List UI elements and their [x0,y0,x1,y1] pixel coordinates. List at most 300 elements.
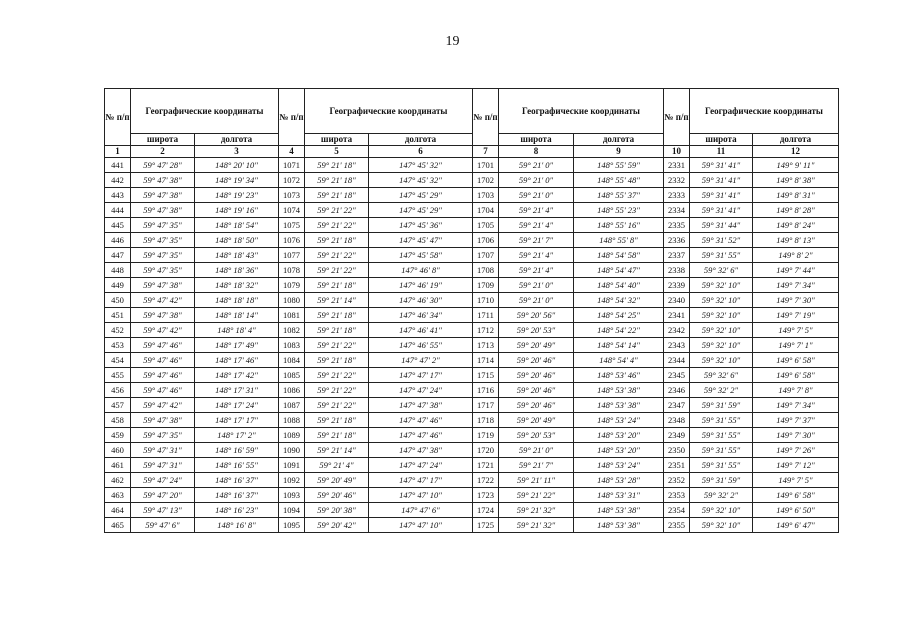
longitude-cell: 147° 45' 29" [369,203,473,218]
latitude-cell: 59° 21' 18" [305,158,369,173]
point-number-cell: 2342 [664,323,690,338]
longitude-cell: 147° 46' 8" [369,263,473,278]
longitude-cell: 148° 53' 24" [574,458,664,473]
table-row [105,188,839,203]
table-row [105,338,839,353]
point-number-cell: 461 [105,458,131,473]
latitude-cell: 59° 31' 41" [690,188,753,203]
longitude-cell: 147° 45' 32" [369,158,473,173]
longitude-cell: 148° 53' 24" [574,413,664,428]
longitude-cell: 148° 16' 8" [195,518,279,533]
longitude-cell: 148° 17' 24" [195,398,279,413]
latitude-cell: 59° 31' 55" [690,443,753,458]
latitude-cell: 59° 31' 41" [690,158,753,173]
point-number-cell: 1080 [279,293,305,308]
longitude-cell: 148° 18' 50" [195,233,279,248]
latitude-cell: 59° 32' 10" [690,278,753,293]
lat-header: широта [305,134,369,146]
latitude-cell: 59° 31' 52" [690,233,753,248]
longitude-cell: 148° 54' 47" [574,263,664,278]
point-number-cell: 1078 [279,263,305,278]
point-number-cell: 1091 [279,458,305,473]
longitude-cell: 147° 47' 17" [369,368,473,383]
latitude-cell: 59° 47' 46" [131,368,195,383]
longitude-cell: 148° 18' 18" [195,293,279,308]
longitude-cell: 148° 54' 40" [574,278,664,293]
table-row [105,488,839,503]
longitude-cell: 148° 19' 23" [195,188,279,203]
latitude-cell: 59° 21' 18" [305,278,369,293]
latitude-cell: 59° 21' 18" [305,173,369,188]
point-number-cell: 1077 [279,248,305,263]
latitude-cell: 59° 47' 38" [131,188,195,203]
num-header: № п/п [473,89,499,146]
latitude-cell: 59° 32' 6" [690,263,753,278]
header-row-sub [105,134,839,146]
latitude-cell: 59° 20' 46" [499,353,574,368]
longitude-cell: 148° 17' 31" [195,383,279,398]
latitude-cell: 59° 20' 46" [305,488,369,503]
longitude-cell: 148° 16' 23" [195,503,279,518]
longitude-cell: 147° 45' 32" [369,173,473,188]
latitude-cell: 59° 47' 42" [131,398,195,413]
point-number-cell: 1722 [473,473,499,488]
lon-header: долгота [195,134,279,146]
longitude-cell: 149° 6' 47" [753,518,839,533]
longitude-cell: 149° 7' 1" [753,338,839,353]
latitude-cell: 59° 21' 4" [499,218,574,233]
longitude-cell: 147° 45' 58" [369,248,473,263]
longitude-cell: 147° 47' 46" [369,428,473,443]
latitude-cell: 59° 21' 18" [305,233,369,248]
latitude-cell: 59° 47' 31" [131,443,195,458]
latitude-cell: 59° 47' 46" [131,353,195,368]
longitude-cell: 149° 7' 37" [753,413,839,428]
point-number-cell: 1071 [279,158,305,173]
latitude-cell: 59° 20' 49" [499,413,574,428]
longitude-cell: 148° 18' 14" [195,308,279,323]
longitude-cell: 147° 47' 2" [369,353,473,368]
latitude-cell: 59° 32' 10" [690,503,753,518]
latitude-cell: 59° 31' 41" [690,173,753,188]
latitude-cell: 59° 21' 22" [305,398,369,413]
latitude-cell: 59° 32' 2" [690,383,753,398]
latitude-cell: 59° 20' 38" [305,503,369,518]
longitude-cell: 148° 18' 43" [195,248,279,263]
longitude-cell: 147° 47' 6" [369,503,473,518]
latitude-cell: 59° 32' 10" [690,323,753,338]
longitude-cell: 148° 54' 4" [574,353,664,368]
latitude-cell: 59° 47' 35" [131,248,195,263]
table-row [105,413,839,428]
latitude-cell: 59° 47' 31" [131,458,195,473]
latitude-cell: 59° 21' 18" [305,353,369,368]
point-number-cell: 451 [105,308,131,323]
longitude-cell: 148° 18' 36" [195,263,279,278]
point-number-cell: 1712 [473,323,499,338]
point-number-cell: 2346 [664,383,690,398]
longitude-cell: 147° 47' 46" [369,413,473,428]
point-number-cell: 456 [105,383,131,398]
point-number-cell: 2331 [664,158,690,173]
longitude-cell: 149° 7' 34" [753,278,839,293]
page-number: 19 [445,34,460,49]
point-number-cell: 442 [105,173,131,188]
table-row [105,278,839,293]
point-number-cell: 1076 [279,233,305,248]
latitude-cell: 59° 47' 38" [131,308,195,323]
latitude-cell: 59° 21' 22" [305,383,369,398]
latitude-cell: 59° 20' 42" [305,518,369,533]
latitude-cell: 59° 21' 0" [499,443,574,458]
latitude-cell: 59° 21' 18" [305,428,369,443]
point-number-cell: 2353 [664,488,690,503]
lon-header: долгота [369,134,473,146]
longitude-cell: 147° 46' 34" [369,308,473,323]
longitude-cell: 148° 54' 25" [574,308,664,323]
latitude-cell: 59° 47' 35" [131,218,195,233]
column-number-row [105,146,839,158]
latitude-cell: 59° 31' 55" [690,413,753,428]
longitude-cell: 148° 54' 32" [574,293,664,308]
longitude-cell: 148° 19' 34" [195,173,279,188]
longitude-cell: 147° 47' 17" [369,473,473,488]
longitude-cell: 147° 45' 29" [369,188,473,203]
latitude-cell: 59° 47' 42" [131,323,195,338]
point-number-cell: 1073 [279,188,305,203]
point-number-cell: 1703 [473,188,499,203]
longitude-cell: 147° 47' 10" [369,518,473,533]
table-row [105,218,839,233]
latitude-cell: 59° 47' 35" [131,233,195,248]
latitude-cell: 59° 21' 0" [499,188,574,203]
point-number-cell: 1087 [279,398,305,413]
latitude-cell: 59° 21' 22" [499,488,574,503]
point-number-cell: 1718 [473,413,499,428]
point-number-cell: 1704 [473,203,499,218]
point-number-cell: 1095 [279,518,305,533]
latitude-cell: 59° 21' 0" [499,158,574,173]
longitude-cell: 148° 53' 38" [574,383,664,398]
point-number-cell: 1713 [473,338,499,353]
table-row [105,518,839,533]
point-number-cell: 459 [105,428,131,443]
lat-header: широта [690,134,753,146]
longitude-cell: 148° 53' 20" [574,443,664,458]
point-number-cell: 1094 [279,503,305,518]
num-header: № п/п [105,89,131,146]
latitude-cell: 59° 20' 53" [499,323,574,338]
point-number-cell: 2349 [664,428,690,443]
point-number-cell: 1081 [279,308,305,323]
point-number-cell: 447 [105,248,131,263]
table-row [105,428,839,443]
longitude-cell: 148° 55' 37" [574,188,664,203]
point-number-cell: 465 [105,518,131,533]
latitude-cell: 59° 21' 22" [305,263,369,278]
longitude-cell: 149° 8' 2" [753,248,839,263]
longitude-cell: 149° 7' 44" [753,263,839,278]
point-number-cell: 2340 [664,293,690,308]
latitude-cell: 59° 32' 10" [690,338,753,353]
longitude-cell: 149° 6' 58" [753,488,839,503]
longitude-cell: 148° 17' 42" [195,368,279,383]
longitude-cell: 148° 17' 46" [195,353,279,368]
latitude-cell: 59° 21' 14" [305,293,369,308]
longitude-cell: 147° 46' 19" [369,278,473,293]
longitude-cell: 148° 53' 38" [574,398,664,413]
latitude-cell: 59° 20' 46" [499,368,574,383]
latitude-cell: 59° 21' 11" [499,473,574,488]
longitude-cell: 149° 6' 58" [753,353,839,368]
latitude-cell: 59° 31' 41" [690,203,753,218]
point-number-cell: 455 [105,368,131,383]
longitude-cell: 148° 55' 48" [574,173,664,188]
latitude-cell: 59° 47' 24" [131,473,195,488]
col-number: 12 [753,146,839,158]
longitude-cell: 147° 47' 10" [369,488,473,503]
longitude-cell: 148° 16' 59" [195,443,279,458]
point-number-cell: 1714 [473,353,499,368]
latitude-cell: 59° 21' 18" [305,308,369,323]
point-number-cell: 2336 [664,233,690,248]
longitude-cell: 147° 45' 47" [369,233,473,248]
table-row [105,383,839,398]
point-number-cell: 458 [105,413,131,428]
longitude-cell: 149° 7' 19" [753,308,839,323]
point-number-cell: 1074 [279,203,305,218]
latitude-cell: 59° 47' 46" [131,338,195,353]
table-row [105,203,839,218]
point-number-cell: 2333 [664,188,690,203]
table-row [105,353,839,368]
point-number-cell: 2352 [664,473,690,488]
longitude-cell: 149° 7' 12" [753,458,839,473]
latitude-cell: 59° 47' 38" [131,203,195,218]
longitude-cell: 148° 54' 22" [574,323,664,338]
latitude-cell: 59° 32' 6" [690,368,753,383]
latitude-cell: 59° 31' 59" [690,473,753,488]
col-number: 9 [574,146,664,158]
lon-header: долгота [574,134,664,146]
table-row [105,263,839,278]
table-row [105,458,839,473]
longitude-cell: 147° 46' 55" [369,338,473,353]
latitude-cell: 59° 21' 22" [305,203,369,218]
longitude-cell: 149° 7' 30" [753,293,839,308]
point-number-cell: 1082 [279,323,305,338]
col-number: 2 [131,146,195,158]
point-number-cell: 1088 [279,413,305,428]
latitude-cell: 59° 21' 22" [305,368,369,383]
point-number-cell: 1092 [279,473,305,488]
point-number-cell: 448 [105,263,131,278]
point-number-cell: 452 [105,323,131,338]
point-number-cell: 1706 [473,233,499,248]
point-number-cell: 2354 [664,503,690,518]
table-row [105,158,839,173]
lat-header: широта [131,134,195,146]
latitude-cell: 59° 20' 53" [499,428,574,443]
longitude-cell: 149° 8' 13" [753,233,839,248]
col-number: 5 [305,146,369,158]
latitude-cell: 59° 21' 4" [499,248,574,263]
point-number-cell: 1719 [473,428,499,443]
latitude-cell: 59° 47' 42" [131,293,195,308]
longitude-cell: 148° 55' 8" [574,233,664,248]
longitude-cell: 149° 7' 8" [753,383,839,398]
longitude-cell: 148° 18' 54" [195,218,279,233]
point-number-cell: 460 [105,443,131,458]
latitude-cell: 59° 21' 22" [305,248,369,263]
longitude-cell: 148° 54' 58" [574,248,664,263]
latitude-cell: 59° 31' 55" [690,428,753,443]
latitude-cell: 59° 32' 10" [690,518,753,533]
latitude-cell: 59° 47' 38" [131,173,195,188]
longitude-cell: 149° 8' 38" [753,173,839,188]
longitude-cell: 149° 7' 26" [753,443,839,458]
table-body [105,158,839,533]
latitude-cell: 59° 20' 56" [499,308,574,323]
point-number-cell: 1711 [473,308,499,323]
longitude-cell: 147° 47' 38" [369,443,473,458]
point-number-cell: 1090 [279,443,305,458]
latitude-cell: 59° 21' 14" [305,443,369,458]
point-number-cell: 1716 [473,383,499,398]
longitude-cell: 148° 54' 14" [574,338,664,353]
longitude-cell: 148° 55' 16" [574,218,664,233]
point-number-cell: 1072 [279,173,305,188]
latitude-cell: 59° 21' 22" [305,338,369,353]
point-number-cell: 2355 [664,518,690,533]
table-row [105,293,839,308]
longitude-cell: 149° 8' 24" [753,218,839,233]
latitude-cell: 59° 32' 2" [690,488,753,503]
point-number-cell: 444 [105,203,131,218]
latitude-cell: 59° 31' 55" [690,458,753,473]
longitude-cell: 147° 47' 24" [369,383,473,398]
point-number-cell: 1723 [473,488,499,503]
latitude-cell: 59° 47' 35" [131,263,195,278]
latitude-cell: 59° 31' 59" [690,398,753,413]
point-number-cell: 1710 [473,293,499,308]
latitude-cell: 59° 21' 18" [305,188,369,203]
point-number-cell: 1708 [473,263,499,278]
latitude-cell: 59° 21' 7" [499,458,574,473]
longitude-cell: 148° 17' 49" [195,338,279,353]
latitude-cell: 59° 21' 0" [499,278,574,293]
longitude-cell: 148° 53' 38" [574,518,664,533]
longitude-cell: 148° 55' 23" [574,203,664,218]
longitude-cell: 149° 7' 34" [753,398,839,413]
latitude-cell: 59° 20' 49" [305,473,369,488]
point-number-cell: 2343 [664,338,690,353]
longitude-cell: 148° 53' 31" [574,488,664,503]
latitude-cell: 59° 21' 0" [499,173,574,188]
latitude-cell: 59° 21' 4" [499,263,574,278]
longitude-cell: 149° 7' 30" [753,428,839,443]
point-number-cell: 1093 [279,488,305,503]
point-number-cell: 1701 [473,158,499,173]
latitude-cell: 59° 21' 7" [499,233,574,248]
point-number-cell: 1720 [473,443,499,458]
col-number: 3 [195,146,279,158]
col-number: 7 [473,146,499,158]
latitude-cell: 59° 47' 6" [131,518,195,533]
longitude-cell: 149° 8' 28" [753,203,839,218]
longitude-cell: 147° 46' 30" [369,293,473,308]
point-number-cell: 462 [105,473,131,488]
col-number: 8 [499,146,574,158]
point-number-cell: 2335 [664,218,690,233]
point-number-cell: 2348 [664,413,690,428]
latitude-cell: 59° 21' 22" [305,218,369,233]
longitude-cell: 149° 7' 5" [753,473,839,488]
point-number-cell: 1084 [279,353,305,368]
table-row [105,368,839,383]
point-number-cell: 2334 [664,203,690,218]
longitude-cell: 148° 55' 59" [574,158,664,173]
table-row [105,443,839,458]
point-number-cell: 463 [105,488,131,503]
latitude-cell: 59° 47' 13" [131,503,195,518]
longitude-cell: 148° 16' 37" [195,488,279,503]
point-number-cell: 2338 [664,263,690,278]
latitude-cell: 59° 20' 46" [499,383,574,398]
point-number-cell: 1083 [279,338,305,353]
table-row [105,398,839,413]
point-number-cell: 1725 [473,518,499,533]
point-number-cell: 446 [105,233,131,248]
latitude-cell: 59° 31' 55" [690,248,753,263]
point-number-cell: 1721 [473,458,499,473]
point-number-cell: 441 [105,158,131,173]
latitude-cell: 59° 47' 20" [131,488,195,503]
point-number-cell: 2341 [664,308,690,323]
point-number-cell: 445 [105,218,131,233]
table-row [105,323,839,338]
longitude-cell: 148° 53' 46" [574,368,664,383]
latitude-cell: 59° 32' 10" [690,308,753,323]
point-number-cell: 443 [105,188,131,203]
latitude-cell: 59° 21' 32" [499,518,574,533]
coordinates-table [104,88,839,533]
table-row [105,473,839,488]
longitude-cell: 148° 16' 37" [195,473,279,488]
lon-header: долгота [753,134,839,146]
num-header: № п/п [279,89,305,146]
latitude-cell: 59° 21' 18" [305,323,369,338]
point-number-cell: 1709 [473,278,499,293]
point-number-cell: 2344 [664,353,690,368]
longitude-cell: 148° 17' 2" [195,428,279,443]
header-row-main [105,89,839,134]
point-number-cell: 449 [105,278,131,293]
longitude-cell: 148° 18' 32" [195,278,279,293]
point-number-cell: 1075 [279,218,305,233]
point-number-cell: 1707 [473,248,499,263]
latitude-cell: 59° 32' 10" [690,353,753,368]
point-number-cell: 2351 [664,458,690,473]
point-number-cell: 2347 [664,398,690,413]
point-number-cell: 464 [105,503,131,518]
latitude-cell: 59° 47' 35" [131,428,195,443]
latitude-cell: 59° 47' 38" [131,278,195,293]
point-number-cell: 1079 [279,278,305,293]
longitude-cell: 149° 6' 58" [753,368,839,383]
col-number: 6 [369,146,473,158]
longitude-cell: 149° 9' 11" [753,158,839,173]
